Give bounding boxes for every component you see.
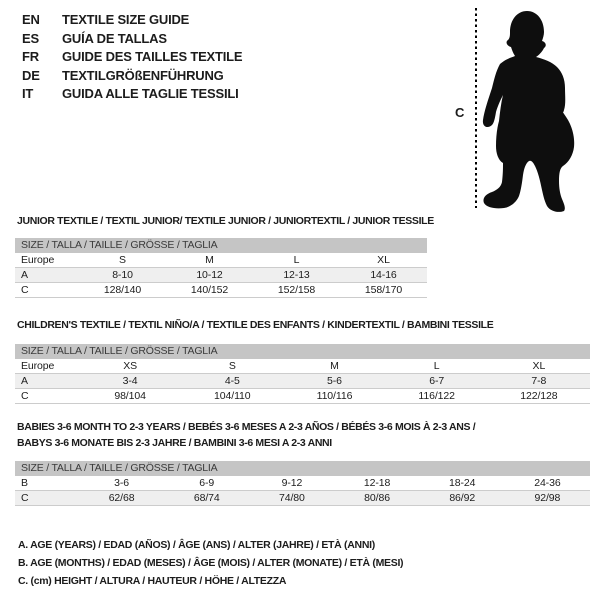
table-cell: A <box>15 268 79 283</box>
table-cell: 68/74 <box>164 491 249 506</box>
table-cell: 92/98 <box>505 491 590 506</box>
lang-code: FR <box>22 49 39 64</box>
size-header-bar: SIZE / TALLA / TAILLE / GRÖSSE / TAGLIA <box>15 238 427 253</box>
table-row <box>15 253 427 268</box>
junior-table-section <box>15 215 434 298</box>
lang-label: TEXTILE SIZE GUIDE <box>62 12 190 27</box>
table-cell: 62/68 <box>79 491 164 506</box>
table-cell: 10-12 <box>166 268 253 283</box>
children-table-section <box>15 319 590 404</box>
legend-line-b: B. AGE (MONTHS) / EDAD (MESES) / ÂGE (MOIS) / ALTER (MONATE) / ETÀ (MESI) <box>18 557 404 569</box>
table-cell: 74/80 <box>249 491 334 506</box>
lang-code: EN <box>22 12 40 27</box>
junior-size-table <box>15 253 427 298</box>
table-cell: 158/170 <box>340 283 427 298</box>
table-cell: 122/128 <box>488 389 590 404</box>
table-cell: 98/104 <box>79 389 181 404</box>
table-cell: 14-16 <box>340 268 427 283</box>
table-cell: 86/92 <box>420 491 505 506</box>
junior-table-title: JUNIOR TEXTILE / TEXTIL JUNIOR/ TEXTILE JUNIOR / JUNIORTEXTIL / JUNIOR TESSILE <box>17 215 434 227</box>
table-cell: C <box>15 283 79 298</box>
toddler-silhouette-icon <box>480 0 600 212</box>
table-cell: XL <box>488 359 590 374</box>
height-figure <box>0 0 600 215</box>
table-cell: 152/158 <box>253 283 340 298</box>
babies-size-table <box>15 476 590 506</box>
table-row <box>15 268 427 283</box>
lang-code: DE <box>22 67 40 83</box>
table-cell: 140/152 <box>166 283 253 298</box>
table-cell: 80/86 <box>334 491 419 506</box>
legend-line-c: C. (cm) HEIGHT / ALTURA / HAUTEUR / HÖHE / ALTEZZA <box>18 575 287 587</box>
height-dotted-line <box>475 8 477 208</box>
size-header-bar: SIZE / TALLA / TAILLE / GRÖSSE / TAGLIA <box>15 344 590 359</box>
lang-code: IT <box>22 86 34 101</box>
children-table-title: CHILDREN'S TEXTILE / TEXTIL NIÑO/A / TEXTILE DES ENFANTS / KINDERTEXTIL / BAMBINI TESSILE <box>17 319 494 331</box>
table-cell: C <box>15 491 79 506</box>
lang-code: ES <box>22 30 39 46</box>
lang-label: TEXTILGRÖßENFÜHRUNG <box>62 67 224 83</box>
table-cell: 3-6 <box>79 476 164 491</box>
babies-table-title: BABIES 3-6 MONTH TO 2-3 YEARS / BEBÉS 3-6 MESES A 2-3 AÑOS / BÉBÉS 3-6 MOIS À 2-3 ANS / BABYS 3-6 MONATE BIS 2-3 JAHRE / BAMBINI 3-6 MESI A 2-3 ANNI <box>17 421 476 449</box>
legend-line-a: A. AGE (YEARS) / EDAD (AÑOS) / ÂGE (ANS) / ALTER (JAHRE) / ETÀ (ANNI) <box>18 539 375 551</box>
table-cell: S <box>79 253 166 268</box>
measurement-legend <box>18 536 403 590</box>
table-cell: 12-18 <box>334 476 419 491</box>
table-cell: A <box>15 374 79 389</box>
lang-label: GUÍA DE TALLAS <box>62 30 167 46</box>
table-cell: 3-4 <box>79 374 181 389</box>
table-cell: 128/140 <box>79 283 166 298</box>
table-cell: M <box>283 359 385 374</box>
table-cell: 24-36 <box>505 476 590 491</box>
babies-table-section <box>15 419 590 506</box>
table-cell: B <box>15 476 79 491</box>
table-cell: C <box>15 389 79 404</box>
table-cell: M <box>166 253 253 268</box>
table-cell: 6-7 <box>386 374 488 389</box>
lang-label: GUIDA ALLE TAGLIE TESSILI <box>62 86 239 101</box>
table-row <box>15 476 590 491</box>
table-cell: 116/122 <box>386 389 488 404</box>
table-cell: 12-13 <box>253 268 340 283</box>
table-row <box>15 491 590 506</box>
table-cell: 6-9 <box>164 476 249 491</box>
table-cell: 9-12 <box>249 476 334 491</box>
height-marker-label: C <box>455 105 465 120</box>
table-cell: L <box>386 359 488 374</box>
table-cell: L <box>253 253 340 268</box>
table-cell: 18-24 <box>420 476 505 491</box>
table-cell: 4-5 <box>181 374 283 389</box>
table-cell: 8-10 <box>79 268 166 283</box>
table-cell: 5-6 <box>283 374 385 389</box>
table-cell: XL <box>340 253 427 268</box>
table-cell: Europe <box>15 359 79 374</box>
lang-label: GUIDE DES TAILLES TEXTILE <box>62 49 243 64</box>
table-cell: XS <box>79 359 181 374</box>
table-row <box>15 374 590 389</box>
table-cell: S <box>181 359 283 374</box>
children-size-table <box>15 359 590 404</box>
table-cell: 7-8 <box>488 374 590 389</box>
table-cell: Europe <box>15 253 79 268</box>
table-row <box>15 283 427 298</box>
table-cell: 110/116 <box>283 389 385 404</box>
table-row <box>15 359 590 374</box>
size-header-bar: SIZE / TALLA / TAILLE / GRÖSSE / TAGLIA <box>15 461 590 476</box>
table-row <box>15 389 590 404</box>
table-cell: 104/110 <box>181 389 283 404</box>
